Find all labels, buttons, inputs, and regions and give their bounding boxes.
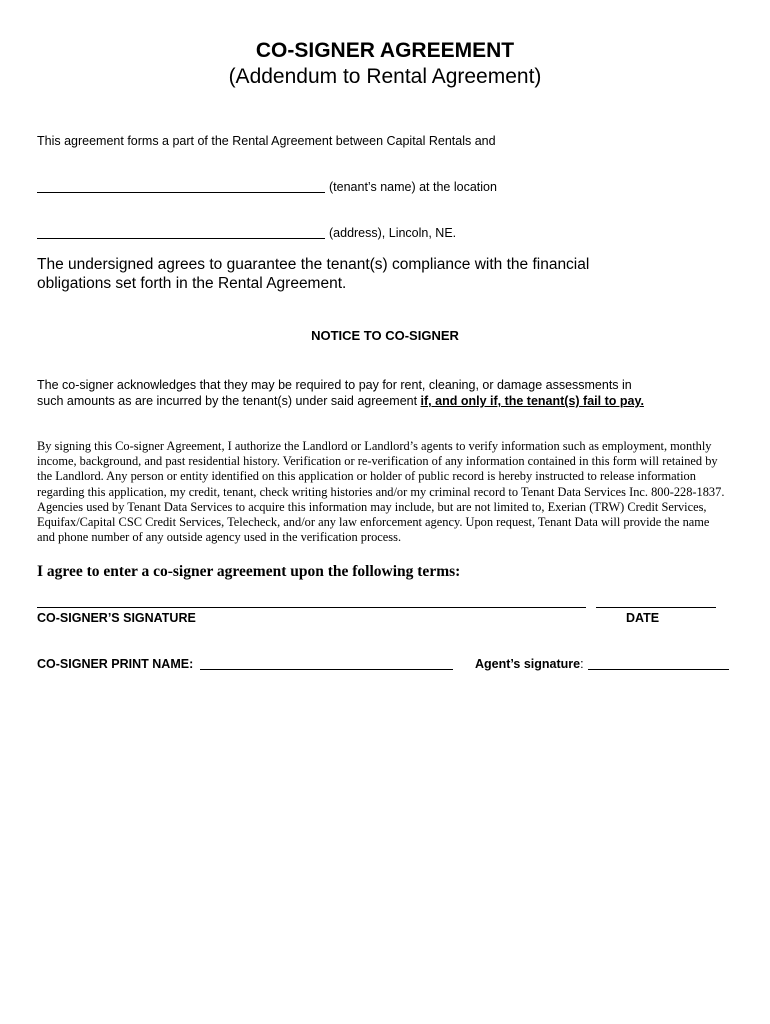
- authorization-line: By signing this Co-signer Agreement, I authorize the Landlord or Landlord’s agents to verify information such as employment, monthly: [37, 439, 712, 453]
- terms-heading: I agree to enter a co-signer agreement upon the following terms:: [37, 563, 461, 580]
- authorization-paragraph: [37, 439, 757, 545]
- tenant-name-field[interactable]: [37, 192, 325, 193]
- date-field[interactable]: [596, 607, 716, 608]
- authorization-line: regarding this application, my credit, tenant, check writing histories and/or my criminal record to Tenant Data Services Inc. 800-228-1837.: [37, 484, 725, 499]
- notice-line-1: The co-signer acknowledges that they may be required to pay for rent, cleaning, or damage assessments in: [37, 378, 632, 392]
- address-suffix: (address), Lincoln, NE.: [329, 226, 457, 240]
- authorization-line: income, background, and past residential history. Verification or re-verification of any information contained in this form will retained by: [37, 454, 718, 469]
- agent-signature-label-wrap: [475, 656, 584, 672]
- cosigner-signature-label: CO-SIGNER’S SIGNATURE: [37, 611, 196, 625]
- authorization-line: Equifax/Capital CSC Credit Services, Telecheck, and/or any law enforcement agency. Upon request, Tenant Data will provide the name: [37, 515, 710, 530]
- authorization-line: Agencies used by Tenant Data Services to acquire this information may include, but are not limited to, Exerian (TRW) Credit Services,: [37, 499, 707, 514]
- print-name-label: CO-SIGNER PRINT NAME:: [37, 657, 194, 671]
- authorization-line: and phone number of any outside agency used in the verification process.: [37, 530, 402, 545]
- notice-line-2-emphasis: if, and only if, the tenant(s) fail to pay.: [420, 394, 644, 408]
- guarantee-line-1: The undersigned agrees to guarantee the tenant(s) compliance with the financial: [37, 256, 590, 273]
- date-label: DATE: [626, 611, 660, 625]
- document-subtitle: (Addendum to Rental Agreement): [228, 65, 542, 88]
- address-field[interactable]: [37, 238, 325, 239]
- notice-heading: NOTICE TO CO-SIGNER: [311, 328, 459, 343]
- document-title: CO-SIGNER AGREEMENT: [255, 39, 515, 62]
- tenant-name-suffix: (tenant’s name) at the location: [329, 180, 497, 194]
- intro-line: This agreement forms a part of the Rental Agreement between Capital Rentals and: [37, 134, 496, 148]
- agent-signature-label: Agent’s signature: [475, 657, 581, 671]
- notice-line-2-plain: such amounts as are incurred by the tenant(s) under said agreement: [37, 394, 421, 408]
- agent-signature-colon: :: [580, 657, 584, 671]
- agent-signature-field[interactable]: [588, 669, 729, 670]
- print-name-field[interactable]: [200, 669, 453, 670]
- notice-line-2: [37, 393, 644, 409]
- guarantee-line-2: obligations set forth in the Rental Agreement.: [37, 275, 347, 292]
- authorization-line: the Landlord. Any person or entity identified on this application or holder of public record is hereby instructed to release information: [37, 469, 696, 484]
- cosigner-signature-field[interactable]: [37, 607, 586, 608]
